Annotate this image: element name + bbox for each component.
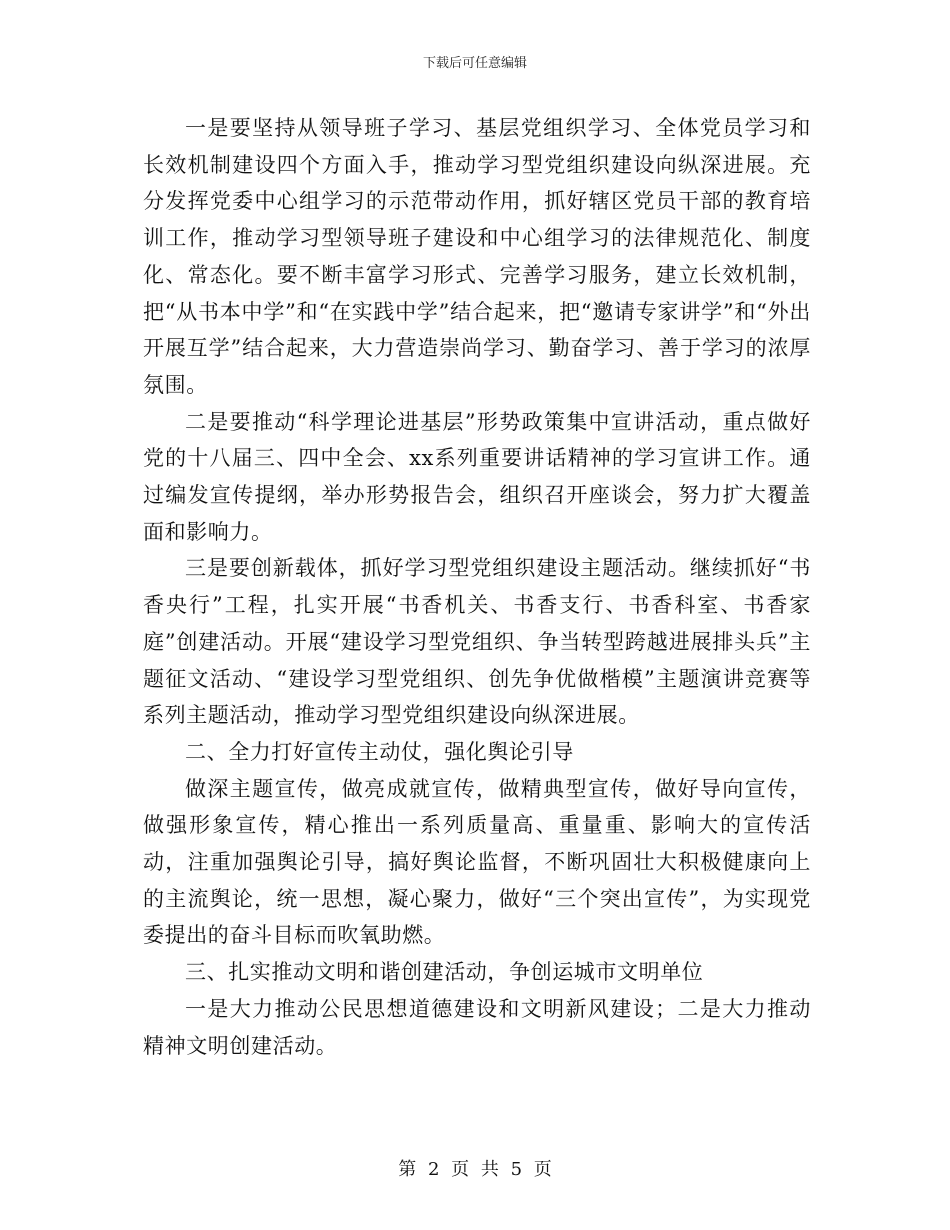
section-heading-2: 二、全力打好宣传主动仗，强化舆论引导 [185,739,574,764]
paragraph-5: 一是大力推动公民思想道德建设和文明新风建设；二是大力推动精神文明创建活动。 [143,996,811,1058]
paragraph-1: 一是要坚持从领导班子学习、基层党组织学习、全体党员学习和长效机制建设四个方面入手，推动学习型党组织建设向纵深进展。充分发挥党委中心组学习的示范带动作用，抓好辖区党员干部的教育培训工作，推动学习型领导班子建设和中心组学习的法律规范化、制度化、常态化。要不断丰富学习形式、完善学习服务，建立长效机制，把“从书本中学”和“在实践中学”结合起来，把“邀请专家讲学”和“外出开展互学”结合起来，大力营造崇尚学习、勤奋学习、善于学习的浓厚氛围。 [143,116,811,397]
paragraph-4: 做深主题宣传，做亮成就宣传，做精典型宣传，做好导向宣传，做强形象宣传，精心推出一系列质量高、重量重、影响大的宣传活动，注重加强舆论引导，搞好舆论监督，不断巩固壮大积极健康向上的主流舆论，统一思想，凝心聚力，做好“三个突出宣传”，为实现党委提出的奋斗目标而吹氧助燃。 [143,776,811,948]
document-body [143,110,811,1064]
paragraph-3: 三是要创新载体，抓好学习型党组织建设主题活动。继续抓好“书香央行”工程，扎实开展“书香机关、书香支行、书香科室、书香家庭”创建活动。开展“建设学习型党组织、争当转型跨越进展排头兵”主题征文活动、“建设学习型党组织、创先争优做楷模”主题演讲竞赛等系列主题活动，推动学习型党组织建设向纵深进展。 [143,556,811,728]
page-number: 第 2 页 共 5 页 [398,1159,552,1180]
section-heading-3: 三、扎实推动文明和谐创建活动，争创运城市文明单位 [185,960,704,985]
paragraph-2: 二是要推动“科学理论进基层”形势政策集中宣讲活动，重点做好党的十八届三、四中全会、xx系列重要讲话精神的学习宣讲工作。通过编发宣传提纲，举办形势报告会，组织召开座谈会，努力扩大覆盖面和影响力。 [143,409,811,544]
page-header: 下载后可任意编辑 [422,56,527,71]
